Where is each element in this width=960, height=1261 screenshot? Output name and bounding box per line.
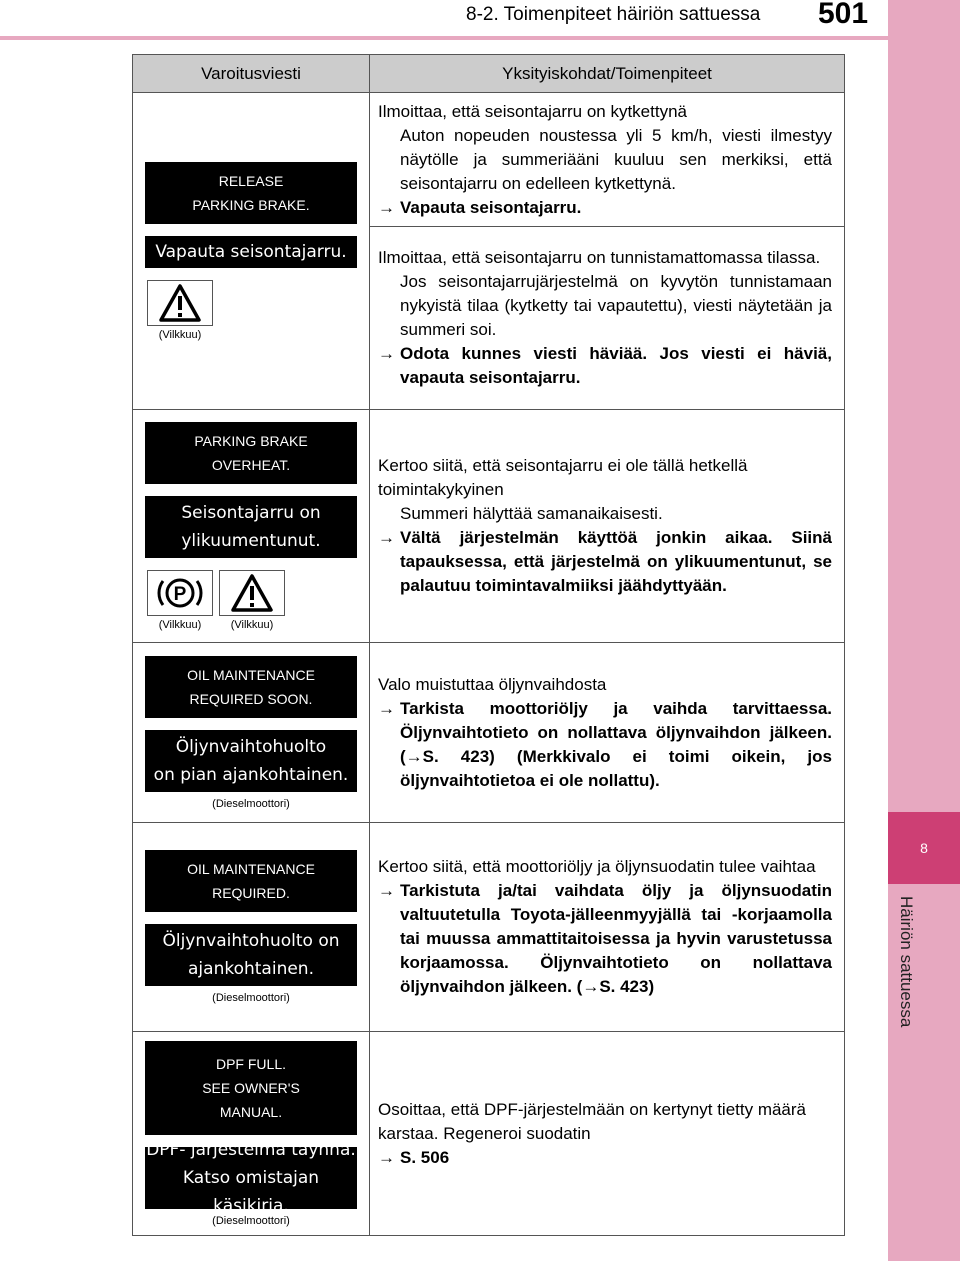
table-row <box>133 93 845 227</box>
chapter-title: Häiriön sattuessa <box>897 896 916 1028</box>
display-message-finnish: Öljynvaihtohuolto on ajankohtainen. <box>145 924 357 986</box>
warning-image-cell <box>133 1032 370 1236</box>
column-header: Varoitusviesti <box>133 55 370 93</box>
display-message-english: RELEASE PARKING BRAKE. <box>145 162 357 224</box>
action-line <box>378 697 832 793</box>
detail-intro: Kertoo siitä, että moottoriöljy ja öljynsuodatin tulee vaihtaa <box>378 857 816 876</box>
detail-intro: Valo muistuttaa öljynvaihdosta <box>378 674 607 694</box>
detail-text: Auton nopeuden noustessa yli 5 km/h, viesti ilmestyy näytölle ja summeriääni kuuluu sen merkiksi, että seisontajarru on edelleen kytkettynä. <box>400 125 832 193</box>
detail-intro: Osoittaa, että DPF-järjestelmään on kertynyt tietty määrä karstaa. Regeneroi suodatin <box>378 1099 807 1143</box>
action-line <box>378 342 832 390</box>
warning-triangle-icon <box>219 570 285 616</box>
detail-cell <box>370 823 845 1032</box>
icon-caption: (Vilkkuu) <box>230 618 274 631</box>
arrow-icon: → <box>378 698 395 718</box>
action-text: S. 506 <box>400 1147 450 1167</box>
display-message-english: DPF FULL. SEE OWNER'S MANUAL. <box>145 1041 357 1135</box>
warning-message-table <box>132 54 845 1236</box>
detail-cell <box>370 643 845 823</box>
icon-row <box>147 570 285 631</box>
detail-intro: Ilmoittaa, että seisontajarru on kytkettynä <box>378 101 687 121</box>
display-message-english: PARKING BRAKE OVERHEAT. <box>145 422 357 484</box>
action-line <box>378 526 832 598</box>
engine-note: (Dieselmoottori) <box>212 1214 290 1227</box>
chapter-number: 8 <box>888 812 960 884</box>
icon-group <box>147 280 213 341</box>
header-rule <box>0 36 888 40</box>
arrow-icon: → <box>378 528 395 547</box>
display-message-english: OIL MAINTENANCE REQUIRED SOON. <box>145 656 357 718</box>
display-message-finnish: Vapauta seisontajarru. <box>145 236 357 268</box>
display-message-finnish: Öljynvaihtohuolto on pian ajankohtainen. <box>145 730 357 792</box>
warning-image-cell <box>133 93 370 410</box>
detail-intro: Kertoo siitä, että seisontajarru ei ole tällä hetkellä toimintakykyinen <box>378 456 748 499</box>
action-text: Vältä järjestelmän käyttöä jonkin aikaa. Siinä tapauksessa, että järjestelmä on ylikuumentunut, se palautuu toimintavalmiiksi jäähdyttyään. <box>400 528 832 595</box>
display-message-english: OIL MAINTENANCE REQUIRED. <box>145 850 357 912</box>
table-row <box>133 410 845 643</box>
icon-group <box>147 570 213 631</box>
arrow-icon: → <box>378 881 395 900</box>
table-row <box>133 823 845 1032</box>
icon-caption: (Vilkkuu) <box>158 328 202 341</box>
engine-note: (Dieselmoottori) <box>212 992 290 1004</box>
icon-row <box>147 280 213 341</box>
detail-cell <box>370 410 845 643</box>
svg-text:P: P <box>173 583 187 605</box>
detail-text: Summeri hälyttää samanaikaisesti. <box>400 504 663 523</box>
action-text: Tarkista moottoriöljy ja vaihda tarvittaessa. Öljynvaihtotieto on nollattava öljynvaihdon jälkeen. (→S. 423) (Merkkivalo ei toimi oikein, jos öljynvaihtotietoa ei ole nollattu). <box>400 698 832 790</box>
detail-intro: Ilmoittaa, että seisontajarru on tunnistamattomassa tilassa. <box>378 248 821 267</box>
detail-cell <box>370 1032 845 1236</box>
action-text: Odota kunnes viesti häviää. Jos viesti ei häviä, vapauta seisontajarru. <box>400 344 832 387</box>
section-title: 8-2. Toimenpiteet häiriön sattuessa <box>466 4 761 25</box>
detail-cell <box>370 93 845 227</box>
warning-image-cell <box>133 823 370 1032</box>
column-header: Yksityiskohdat/Toimenpiteet <box>370 55 845 93</box>
action-text: Tarkistuta ja/tai vaihdata öljy ja öljynsuodatin valtuutetulla Toyota-jälleenmyyjällä tai -korjaamolla tai muussa ammattitaitoisessa ja hyvin varustetussa korjaamossa. Öljynvaihtotieto on nollattava öljynvaihdon jälkeen. (→S. 423) <box>400 881 832 996</box>
action-line <box>378 879 832 999</box>
page-number: 501 <box>800 0 886 36</box>
table-row <box>133 643 845 823</box>
arrow-icon: → <box>378 344 395 363</box>
warning-triangle-icon <box>147 280 213 326</box>
warning-image-cell <box>133 410 370 643</box>
parking-brake-icon <box>147 570 213 616</box>
display-message-finnish: DPF- järjestelmä täynnä. Katso omistajan käsikirja. <box>146 1139 356 1216</box>
table-header-row <box>133 55 845 93</box>
action-line <box>378 1146 832 1170</box>
arrow-icon: → <box>378 1147 395 1167</box>
table-row <box>133 1032 845 1236</box>
icon-group <box>219 570 285 631</box>
engine-note: (Dieselmoottori) <box>212 797 290 810</box>
warning-image-cell <box>133 643 370 823</box>
arrow-icon: → <box>378 197 395 217</box>
icon-caption: (Vilkkuu) <box>158 618 202 631</box>
detail-text: Jos seisontajarrujärjestelmä on kyvytön tunnistamaan nykyistä tilaa (kytketty tai vapautettu), viesti näytetään ja summeri soi. <box>400 272 832 339</box>
action-text: Vapauta seisontajarru. <box>400 197 582 217</box>
display-message-finnish: Seisontajarru on ylikuumentunut. <box>145 496 357 558</box>
action-line <box>378 196 832 220</box>
detail-cell <box>370 227 845 410</box>
